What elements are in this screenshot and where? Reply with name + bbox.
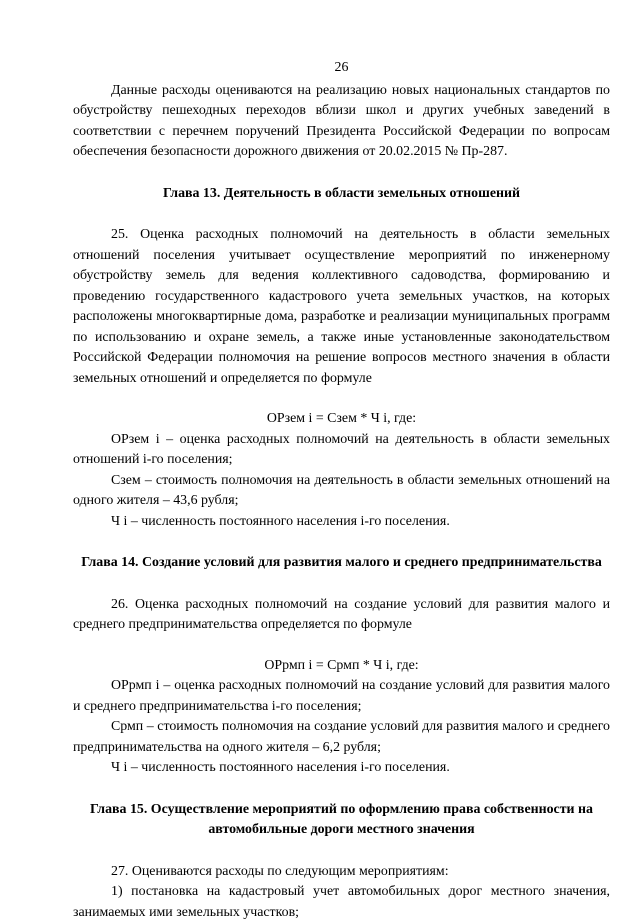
chapter-14-paragraph: 26. Оценка расходных полномочий на создание условий для развития малого и среднего предпринимательства определяется по формуле <box>73 596 610 632</box>
page-number: 26 <box>334 60 349 75</box>
chapter-15-title: Глава 15. Осуществление мероприятий по оформлению права собственности на автомобильные дороги местного значения <box>90 801 593 837</box>
spacer <box>73 389 610 409</box>
chapter-13-definition-3: Ч i – численность постоянного населения i-го поселения. <box>111 513 450 529</box>
chapter-13-paragraph: 25. Оценка расходных полномочий на деятельность в области земельных отношений поселения учитывает осуществление мероприятий по инженерному обустройству земель для ведения коллективного садоводства, формированию и проведению государственного кадастрового учета земельных участков, на которых расположены многоквартирные дома, разработке и реализации муниципальных программ по использованию и охране земель, а также иные установленные законодательством Российской Федерации полномочия на решение вопросов местного значения в области земельных отношений и определяется по формуле <box>73 227 610 386</box>
intro-paragraph: Данные расходы оцениваются на реализацию новых национальных стандартов по обустройству пешеходных переходов вблизи школ и других учебных заведений в соответствии с перечнем поручений Президента Российской Федерации по вопросам обеспечения безопасности дорожного движения от 20.02.2015 № Пр-287. <box>73 82 610 159</box>
chapter-14-title: Глава 14. Создание условий для развития малого и среднего предпринимательства <box>81 555 602 570</box>
chapter-13-formula: ОРзем i = Сзем * Ч i, где: <box>266 411 417 426</box>
spacer <box>73 636 610 656</box>
document-page <box>73 58 610 923</box>
chapter-15-paragraph: 27. Оцениваются расходы по следующим мероприятиям: <box>111 863 449 879</box>
spacer <box>73 779 610 800</box>
chapter-14-formula: ОРрмп i = Срмп * Ч i, где: <box>264 657 419 673</box>
chapter-14-definition-2: Срмп – стоимость полномочия на создание условий для развития малого и среднего предпринимательства на одного жителя – 6,2 рубля; <box>73 719 610 755</box>
chapter-14-definition-1: ОРрмп i – оценка расходных полномочий на создание условий для развития малого и среднего предпринимательства i-го поселения; <box>73 678 610 714</box>
chapter-13-definition-1: ОРзем i – оценка расходных полномочий на деятельность в области земельных отношений i-го поселения; <box>73 431 610 467</box>
chapter-14-definition-3: Ч i – численность постоянного населения i-го поселения. <box>111 760 450 775</box>
spacer <box>73 204 610 225</box>
spacer <box>73 532 610 553</box>
spacer <box>73 574 610 595</box>
spacer <box>73 841 610 862</box>
chapter-13-definition-2: Сзем – стоимость полномочия на деятельность в области земельных отношений на одного жителя – 43,6 рубля; <box>73 472 610 508</box>
chapter-15-item-1: 1) постановка на кадастровый учет автомобильных дорог местного значения, занимаемых ими земельных участков; <box>73 884 610 920</box>
chapter-13-title: Глава 13. Деятельность в области земельных отношений <box>163 185 520 201</box>
spacer <box>73 163 610 184</box>
